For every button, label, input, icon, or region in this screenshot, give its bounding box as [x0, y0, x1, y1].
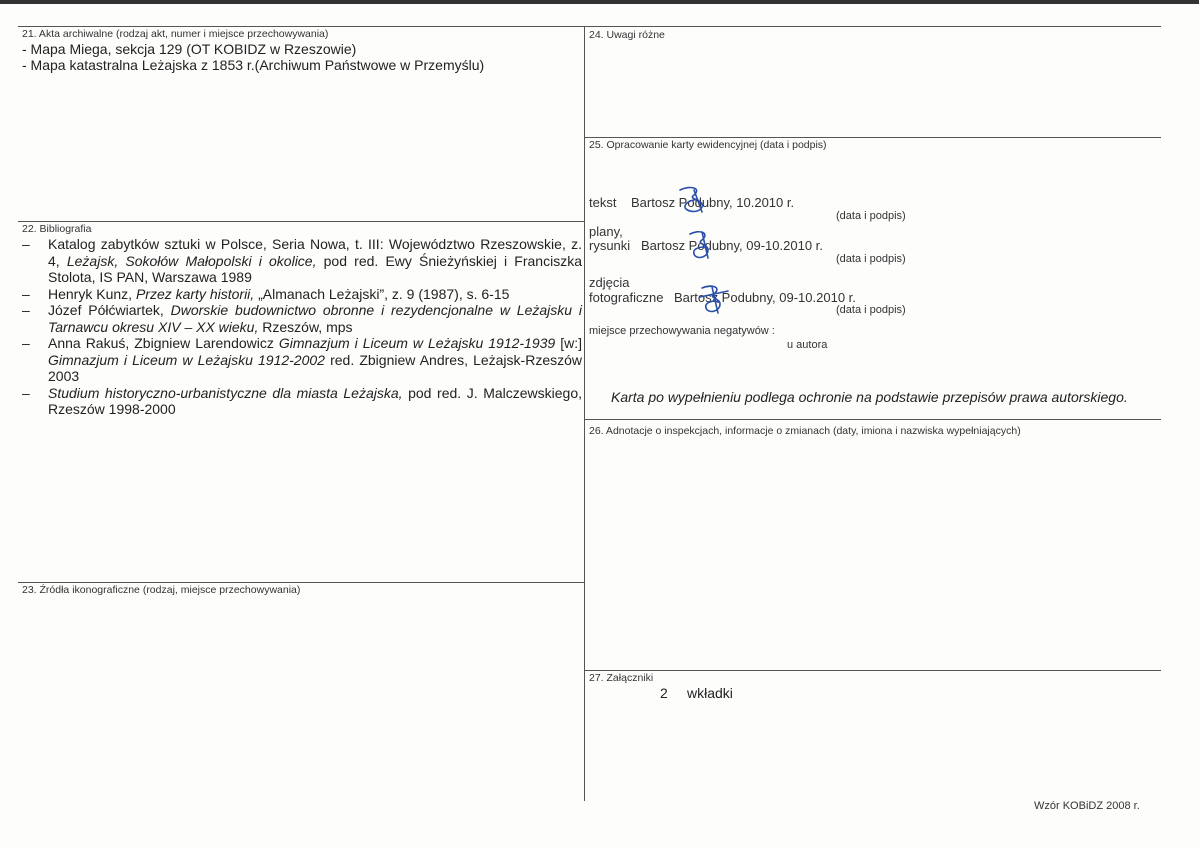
- bibliography-segment: Leżajsk, Sokołów Małopolski i okolice,: [66, 252, 317, 269]
- divider-top-left: [18, 26, 584, 27]
- bibliography-item: [22, 302, 582, 335]
- divider-22-23: [18, 582, 584, 583]
- bibliography-segment: Przez karty historii,: [135, 285, 255, 302]
- copyright-notice: Karta po wypełnieniu podlega ochronie na podstawie przepisów prawa autorskiego.: [611, 389, 1128, 405]
- section-25-header: 25. Opracowanie karty ewidencyjnej (data i podpis): [589, 139, 827, 151]
- section-22-header: 22. Bibliografia: [22, 223, 92, 235]
- bibliography-segment: [w:]: [555, 335, 582, 351]
- bibliography-item: [22, 335, 582, 385]
- bibliography-text: [48, 335, 582, 385]
- bibliography-segment: Józef Półćwiartek,: [48, 302, 171, 318]
- bibliography-segment: red. Zbigniew Andres, Leżajsk-Rzeszów 2003: [48, 351, 583, 384]
- bibliography-list: [22, 236, 582, 418]
- bibliography-text: [48, 286, 582, 303]
- zdjecia-label-2: fotograficzne: [589, 290, 664, 305]
- bibliography-segment: Katalog zabytków sztuki w Polsce, Seria Nowa, t. III: Województwo Rzeszowskie, z. 4,: [48, 236, 582, 269]
- signature-mark: [684, 228, 724, 264]
- bibliography-segment: Gimnazjum i Liceum w Leżajsku 1912-1939: [278, 335, 556, 351]
- divider-26-27: [584, 670, 1161, 671]
- bibliography-item: [22, 286, 582, 303]
- divider-24-25: [584, 137, 1161, 138]
- signature-mark: [696, 283, 736, 319]
- bibliography-bullet: –: [22, 236, 30, 252]
- bibliography-bullet: –: [22, 384, 30, 401]
- negatywy-label: miejsce przechowywania negatywów :: [589, 325, 775, 337]
- bibliography-segment: „Almanach Leżajski”, z. 9 (1987), s. 6-15: [254, 285, 510, 302]
- bibliography-text: [48, 302, 582, 335]
- zdjecia-data-i-podpis: (data i podpis): [836, 304, 906, 316]
- tekst-data-i-podpis: (data i podpis): [836, 210, 906, 222]
- page-top-edge: [0, 0, 1199, 4]
- section-21-header: 21. Akta archiwalne (rodzaj akt, numer i miejsce przechowywania): [22, 28, 329, 40]
- section-21-line-1: - Mapa Miega, sekcja 129 (OT KOBIDZ w Rzeszowie): [22, 41, 357, 57]
- section-27-header: 27. Załączniki: [589, 672, 654, 684]
- bibliography-segment: pod red. Ewy Śnieżyńskiej i Franciszka Stolota, IS PAN, Warszawa 1989: [48, 252, 582, 285]
- bibliography-segment: Dworskie budownictwo obronne i rezydencjonalne w Leżajsku i Tarnawcu okresu XIV – XX wieku,: [48, 302, 583, 335]
- divider-25-26: [584, 419, 1161, 420]
- attachments-label: wkładki: [687, 685, 733, 701]
- plany-data-i-podpis: (data i podpis): [836, 253, 906, 265]
- section-26-header: 26. Adnotacje o inspekcjach, informacje o zmianach (daty, imiona i nazwiska wypełniających): [589, 425, 1021, 437]
- bibliography-segment: Rzeszów, mps: [258, 318, 353, 335]
- divider-21-22: [18, 221, 584, 222]
- divider-vertical: [584, 26, 585, 801]
- plany-value: Bartosz Podubny, 09-10.2010 r.: [641, 238, 823, 253]
- bibliography-segment: Anna Rakuś, Zbigniew Larendowicz: [48, 335, 279, 351]
- bibliography-bullet: –: [22, 302, 30, 318]
- bibliography-segment: Henryk Kunz,: [48, 285, 136, 302]
- section-23-header: 23. Źródła ikonograficzne (rodzaj, miejsce przechowywania): [22, 584, 301, 596]
- bibliography-text: [48, 236, 582, 286]
- plany-label-2: rysunki: [589, 238, 631, 253]
- bibliography-item: [22, 385, 582, 418]
- form-template-version: Wzór KOBiDZ 2008 r.: [1034, 800, 1140, 812]
- section-24-header: 24. Uwagi różne: [589, 29, 665, 41]
- bibliography-text: [48, 385, 582, 418]
- bibliography-bullet: –: [22, 335, 30, 351]
- tekst-value: Bartosz Podubny, 10.2010 r.: [631, 195, 795, 210]
- zdjecia-label-1: zdjęcia: [589, 275, 630, 290]
- attachments-count: 2: [660, 685, 668, 701]
- signature-mark: [672, 184, 722, 216]
- bibliography-segment: Gimnazjum i Liceum w Leżajsku 1912-2002: [48, 351, 325, 368]
- zdjecia-value: Bartosz Podubny, 09-10.2010 r.: [674, 290, 856, 305]
- section-21-line-2: - Mapa katastralna Leżajska z 1853 r.(Archiwum Państwowe w Przemyślu): [22, 57, 485, 73]
- bibliography-item: [22, 236, 582, 286]
- divider-top-right: [584, 26, 1161, 27]
- plany-label-1: plany,: [589, 224, 623, 239]
- bibliography-segment: Studium historyczno-urbanistyczne dla miasta Leżajska,: [48, 384, 403, 401]
- tekst-label: tekst: [589, 195, 617, 210]
- bibliography-bullet: –: [22, 285, 30, 302]
- negatywy-value: u autora: [787, 339, 828, 351]
- bibliography-segment: pod red. J. Malczewskiego, Rzeszów 1998-2000: [48, 384, 583, 417]
